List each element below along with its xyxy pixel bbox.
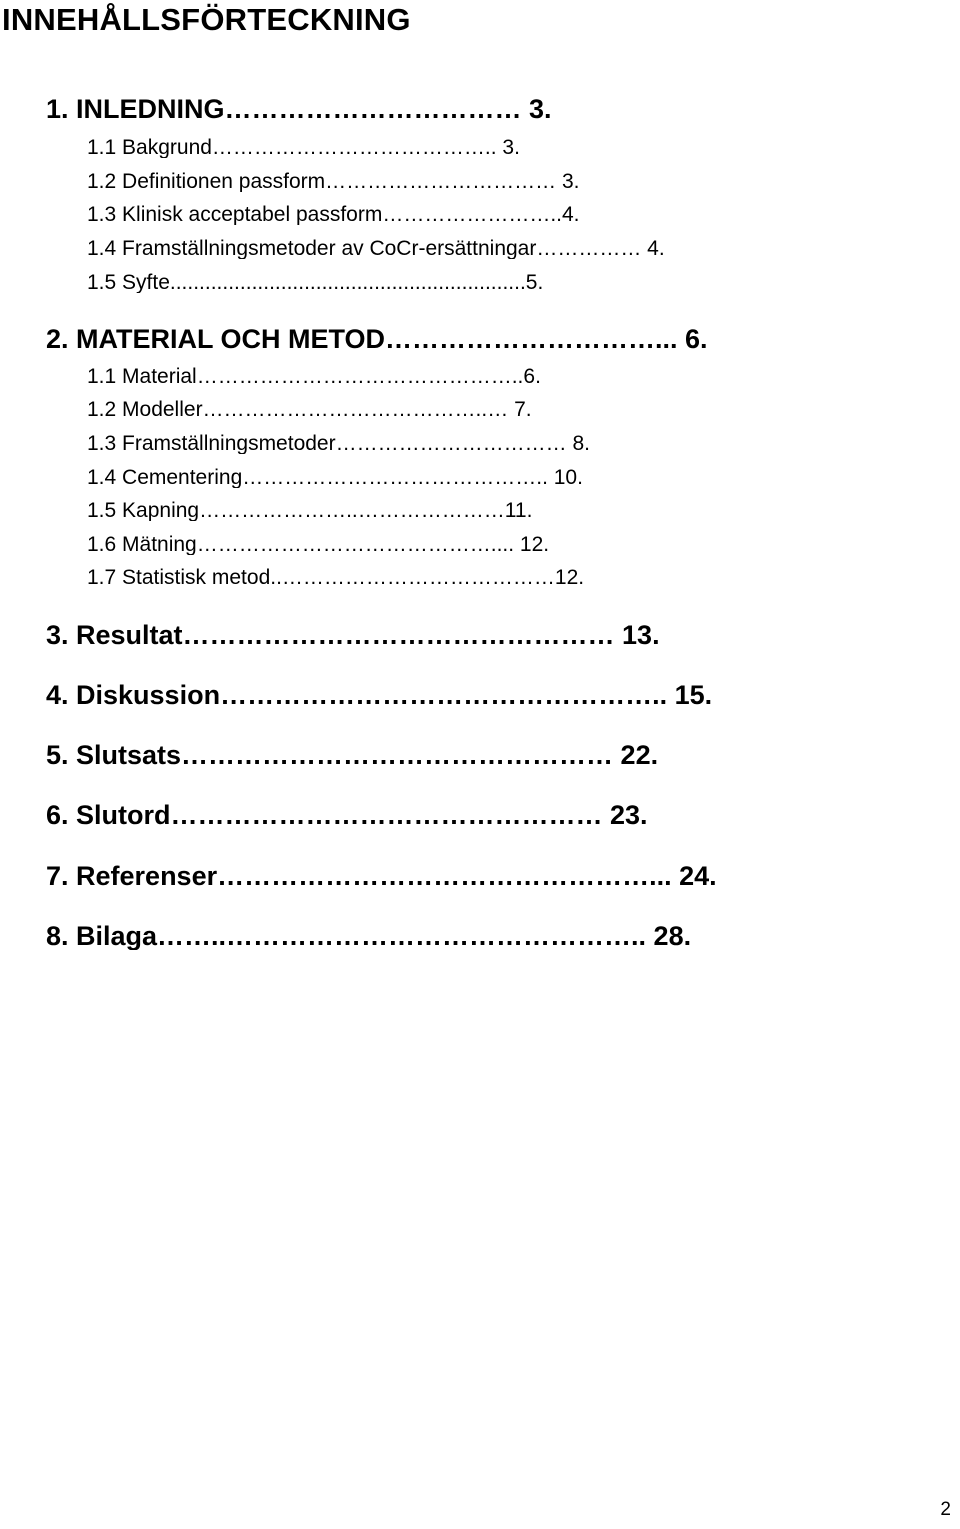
toc-entry-framstallningsmetoder-cocr: 1.4 Framställningsmetoder av CoCr-ersättningar…………… 4. [87, 238, 665, 259]
page-title: INNEHÅLLSFÖRTECKNING [2, 2, 411, 37]
toc-entry-cementering: 1.4 Cementering…………………………………….. 10. [87, 467, 583, 488]
toc-entry-klinisk-acceptabel-passform: 1.3 Klinisk acceptabel passform……………………..4. [87, 204, 580, 225]
toc-entry-slutsats: 5. Slutsats………………………………………… 22. [46, 742, 659, 769]
page-number: 2 [940, 1499, 951, 1520]
toc-entry-kapning: 1.5 Kapning…………………..…………………11. [87, 500, 533, 521]
toc-entry-framstallningsmetoder: 1.3 Framställningsmetoder…………………………… 8. [87, 433, 590, 454]
toc-entry-bakgrund: 1.1 Bakgrund………………………………….. 3. [87, 137, 520, 158]
toc-entry-matning: 1.6 Mätning…………………………………….... 12. [87, 534, 550, 555]
toc-entry-diskussion: 4. Diskussion………………………………………….. 15. [46, 682, 713, 709]
toc-entry-inledning: 1. INLEDNING…………………………… 3. [46, 96, 552, 123]
toc-entry-bilaga: 8. Bilaga……..……………………………………….. 28. [46, 923, 692, 950]
toc-entry-syfte: 1.5 Syfte.............................................................5. [87, 272, 544, 293]
toc-entry-statistisk-metod: 1.7 Statistisk metod..…………………………………12. [87, 567, 585, 588]
toc-entry-slutord: 6. Slutord………………………………………… 23. [46, 802, 648, 829]
toc-entry-resultat: 3. Resultat………………………………………… 13. [46, 622, 660, 649]
toc-entry-material: 1.1 Material………………………………………..6. [87, 366, 541, 387]
toc-entry-referenser: 7. Referenser…………………………………………... 24. [46, 863, 717, 890]
toc-entry-modeller: 1.2 Modeller…………………………………..… 7. [87, 399, 532, 420]
toc-entry-definitionen-passform: 1.2 Definitionen passform…………………………… 3. [87, 171, 580, 192]
toc-entry-material-och-metod: 2. MATERIAL OCH METOD…………………………... 6. [46, 326, 708, 353]
